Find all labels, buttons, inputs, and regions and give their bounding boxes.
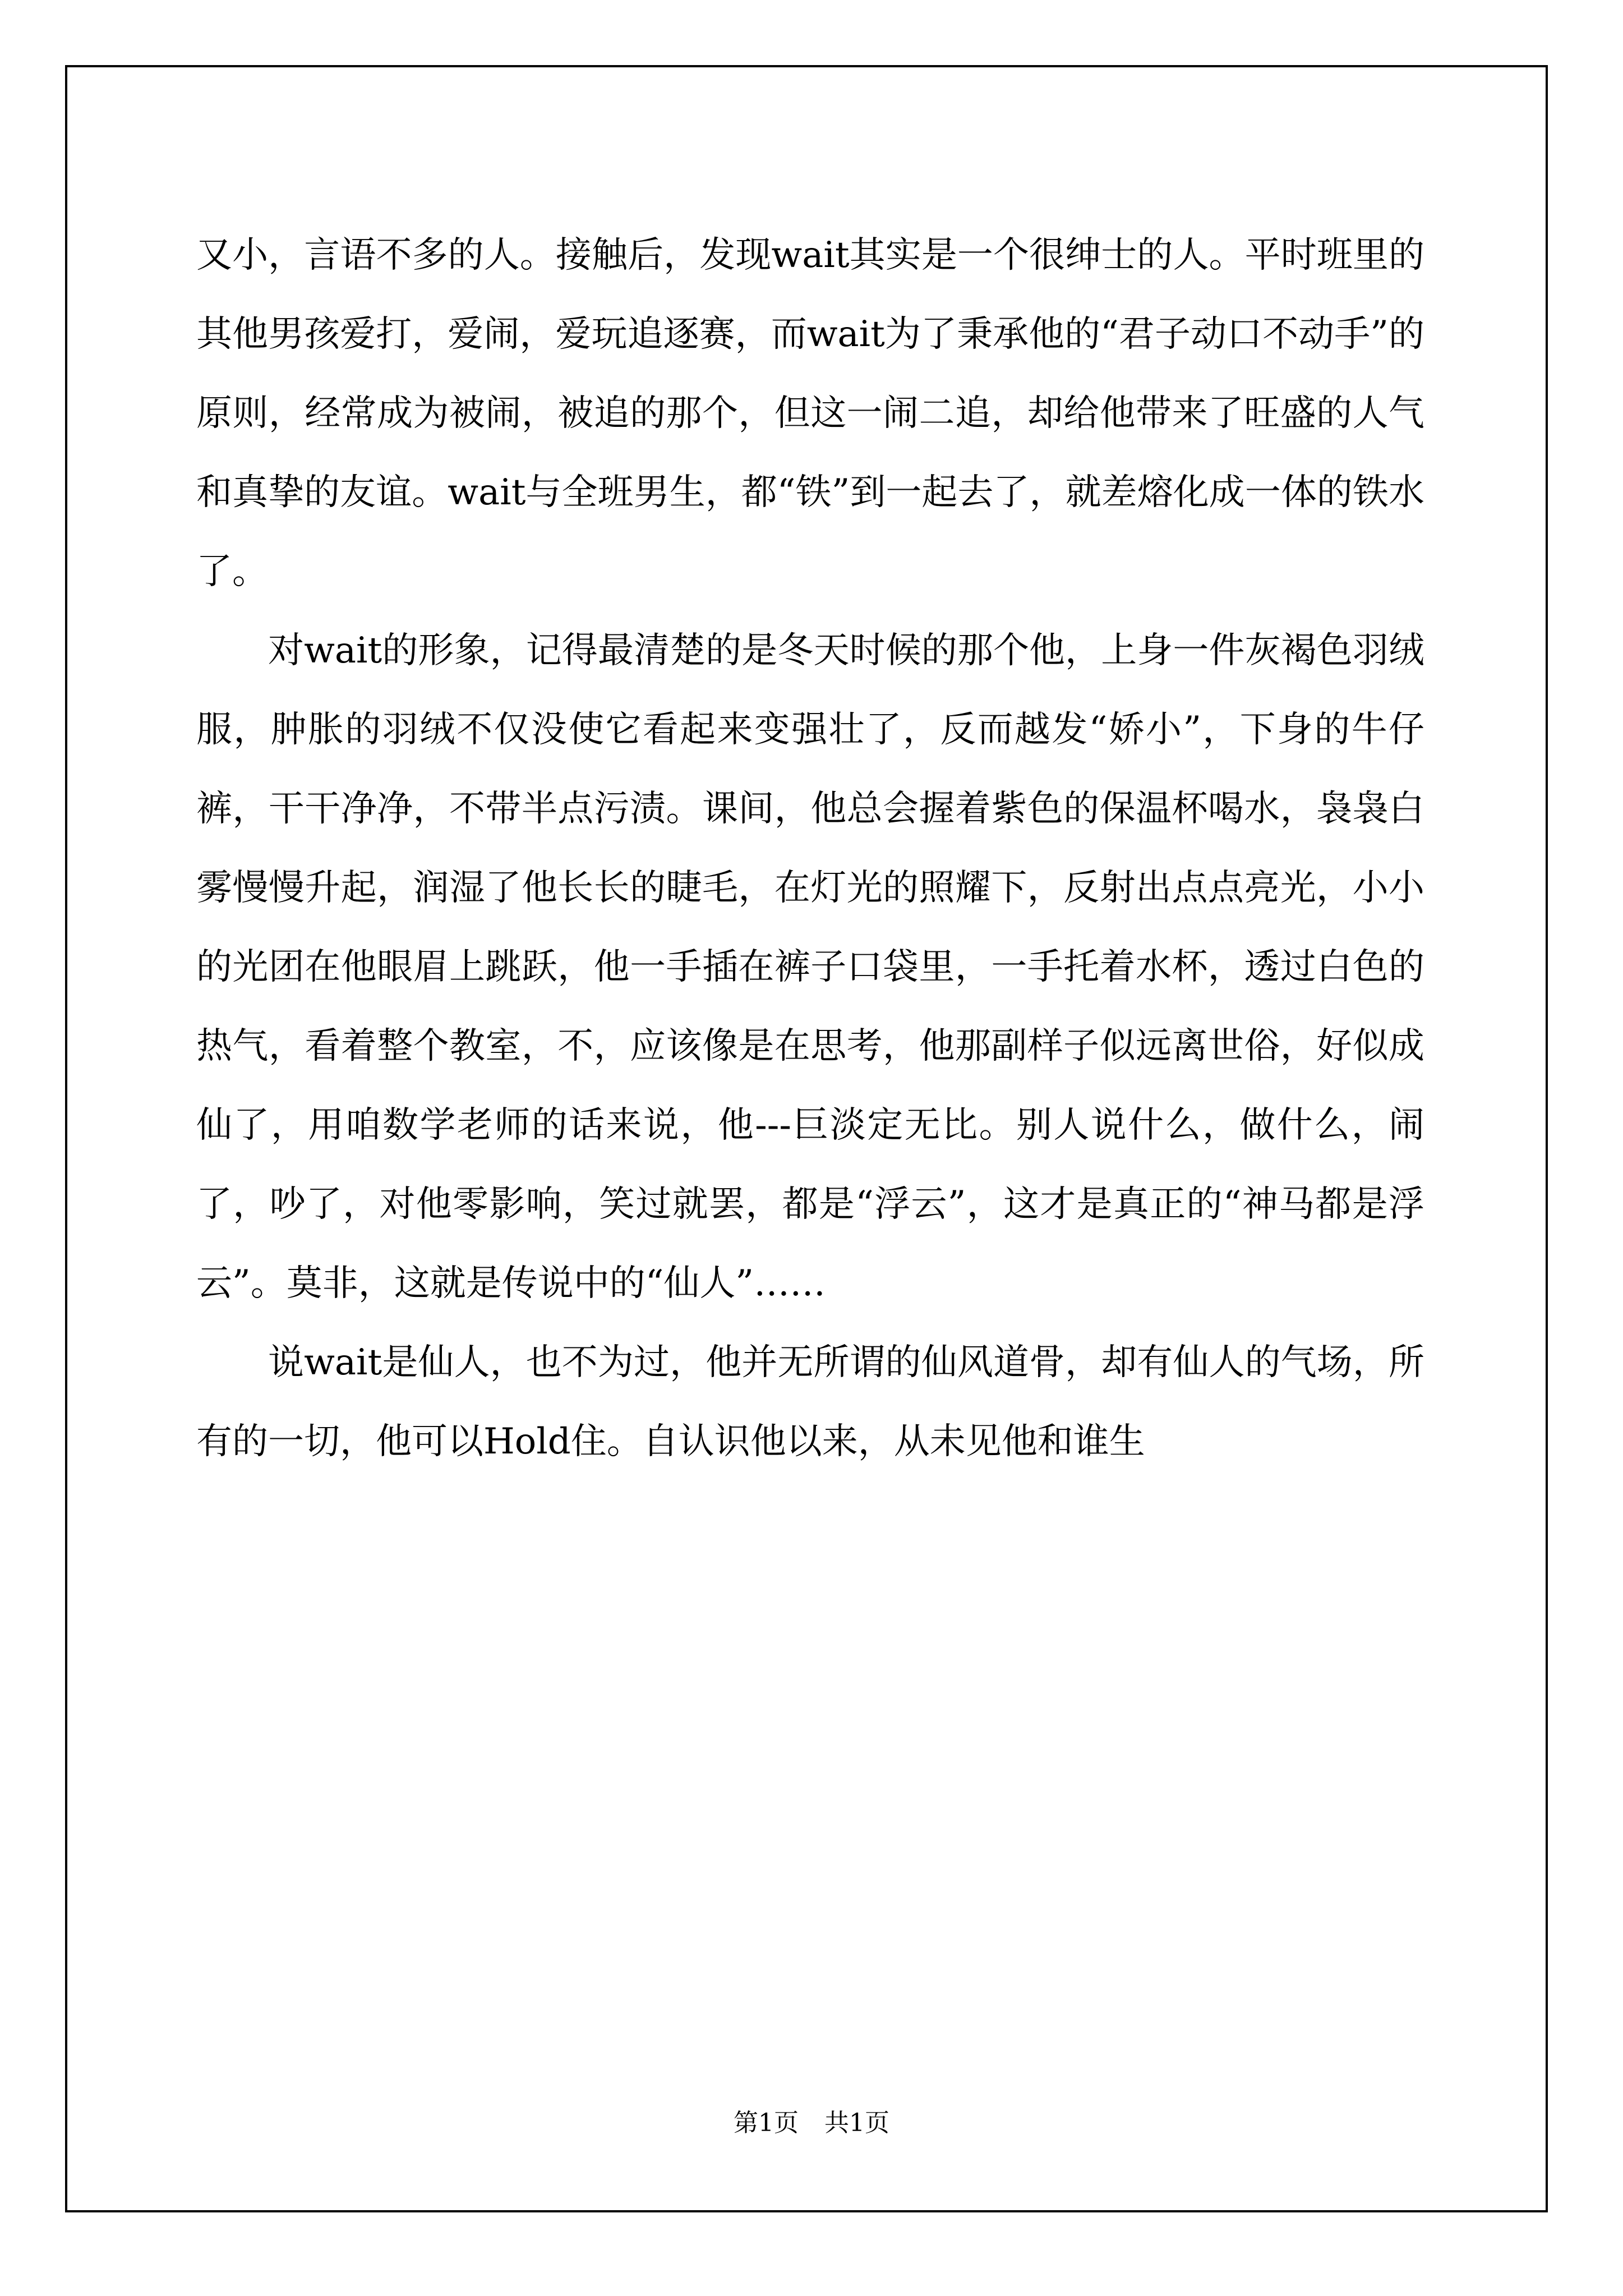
paragraph: 对wait的形象，记得最清楚的是冬天时候的那个他，上身一件灰褐色羽绒服，肿胀的羽绒不仅没使它看起来变强壮了，反而越发“娇小”，下身的牛仔裤，干干净净，不带半点污渍。课间，他总会握着紫色的保温杯喝水，袅袅白雾慢慢升起，润湿了他长长的睫毛，在灯光的照耀下，反射出点点亮光，小小的光团在他眼眉上跳跃，他一手插在裤子口袋里，一手托着水杯，透过白色的热气，看着整个教室，不，应该像是在思考，他那副样子似远离世俗，好似成仙了，用咱数学老师的话来说，他---巨淡定无比。别人说什么，做什么，闹了，吵了，对他零影响，笑过就罢，都是“浮云”，这才是真正的“神马都是浮云”。莫非，这就是传说中的“仙人”…… [196,630,1424,1304]
paragraph: 又小，言语不多的人。接触后，发现wait其实是一个很绅士的人。平时班里的其他男孩爱打，爱闹，爱玩追逐赛，而wait为了秉承他的“君子动口不动手”的原则，经常成为被闹，被追的那个，但这一闹二追，却给他带来了旺盛的人气和真挚的友谊。wait与全班男生，都“铁”到一起去了，就差熔化成一体的铁水了。 [196,234,1424,592]
page-total: 共1页 [824,2109,889,2137]
document-body [196,216,1424,1481]
page-footer [0,2106,1623,2140]
page-number: 第1页 [734,2109,799,2137]
paragraph: 说wait是仙人，也不为过，他并无所谓的仙风道骨，却有仙人的气场，所有的一切，他可以Hold住。自认识他以来，从未见他和谁生 [196,1342,1424,1462]
